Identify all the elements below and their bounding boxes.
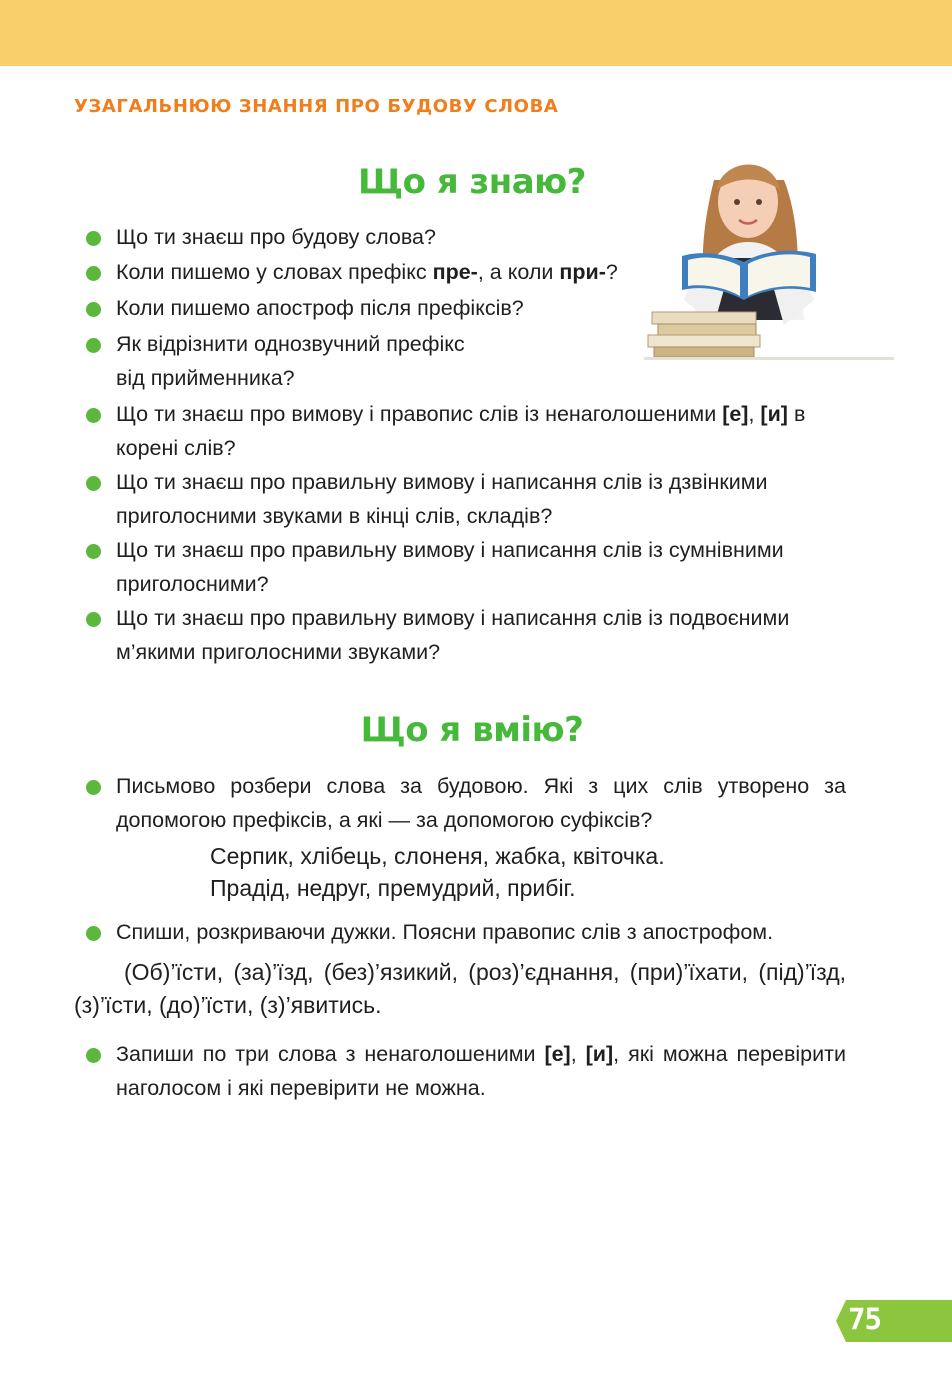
example-line: Прадід, недруг, премудрий, прибіг. xyxy=(210,875,576,901)
list-item: Коли пишемо у словах префікс пре-, а коли при-? xyxy=(116,255,846,289)
list-item: Що ти знаєш про будову слова? xyxy=(116,220,846,254)
task-item: Письмово розбери слова за будовою. Які з цих слів утворено за допомогою префіксів, а які — за допомогою суфіксів? xyxy=(116,769,846,837)
list-item: Як відрізнити однозвучний префікс від прийменника? xyxy=(116,327,846,395)
task-words: (Об)’їсти, (за)’їзд, (без)’язикий, (роз)’єднання, (при)’їхати, (під)’їзд, (з)’їсти, (до)’їсти, (з)’явитись. xyxy=(74,959,846,1018)
what-i-know-title: Що я знаю? xyxy=(358,162,586,202)
top-color-band xyxy=(0,0,952,66)
example-line: Серпик, хлібець, слоненя, жабка, квіточка. xyxy=(210,843,665,869)
task-item: Запиши по три слова з ненаголошеними [е], [и], які можна перевірити наголосом і які перевірити не можна. xyxy=(116,1037,846,1105)
list-item: Що ти знаєш про правильну вимову і написання слів із сумнівними приголосними? xyxy=(116,533,846,601)
example-words xyxy=(210,840,665,904)
section-heading: УЗАГАЛЬНЮЮ ЗНАННЯ ПРО БУДОВУ СЛОВА xyxy=(74,96,559,117)
list-item: Що ти знаєш про вимову і правопис слів із ненаголошеними [е], [и] в корені слів? xyxy=(116,397,846,465)
list-item: Коли пишемо апостроф після префіксів? xyxy=(116,291,846,325)
task-item: Спиши, розкриваючи дужки. Поясни правопис слів з апострофом. xyxy=(116,915,846,949)
what-i-can-title: Що я вмію? xyxy=(360,710,584,750)
page-number: 75 xyxy=(848,1302,881,1336)
list-item: Що ти знаєш про правильну вимову і написання слів із дзвінкими приголосними звуками в кінці слів, складів? xyxy=(116,465,846,533)
list-item: Що ти знаєш про правильну вимову і написання слів із подвоєними м’якими приголосними звуками? xyxy=(116,601,846,669)
